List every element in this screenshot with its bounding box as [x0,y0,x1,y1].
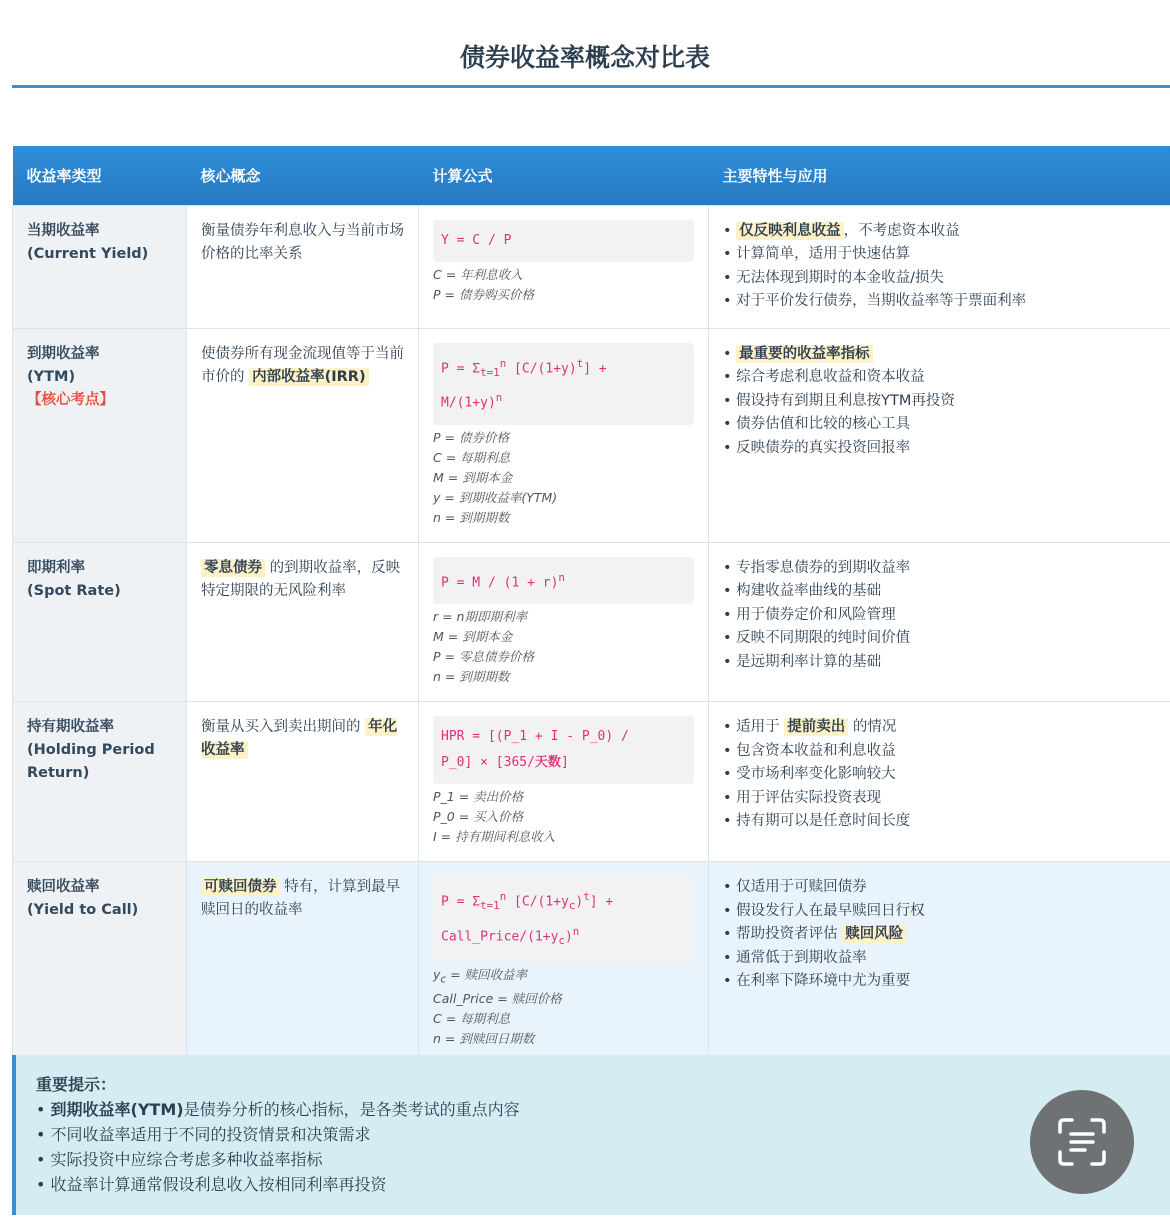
features-cell [709,205,1170,328]
type-name: 到期收益率 [27,345,100,362]
variable-def: C = 每期利息 [433,1011,511,1027]
type-name: 持有期收益率 [27,719,114,736]
feature-item: • 是远期利率计算的基础 [723,651,1156,675]
formula-box [433,557,694,604]
formula-box [433,716,694,784]
concept-cell [187,542,419,701]
formula-line: $P = M / (1 + r)^n$ [441,570,565,591]
table-row [13,328,1170,542]
features-cell [709,862,1170,1064]
type-english: Return) [27,765,90,782]
formula-line: Y = C / P [441,232,512,248]
feature-item: • 对于平价发行债券，当期收益率等于票面利率 [723,290,1156,314]
type-english: (Spot Rate) [27,582,121,599]
feature-item [723,716,1156,740]
concept-highlight: 年化收益率 [201,719,398,759]
feature-item: • 仅适用于可赎回债券 [723,876,1156,900]
header-concept: 核心概念 [187,146,419,205]
concept-cell [187,862,419,1064]
feature-item: • 在利率下降环境中尤为重要 [723,970,1156,994]
formula-cell [419,702,709,862]
header-features: 主要特性与应用 [709,146,1170,205]
feature-item [723,220,1156,244]
type-name: 即期利率 [27,559,85,576]
type-cell [13,205,187,328]
concept-cell [187,328,419,542]
concept-cell [187,702,419,862]
variable-def: Call_Price = 赎回价格 [433,991,562,1007]
text-scan-icon [1052,1112,1112,1172]
type-english: (Current Yield) [27,245,149,262]
table-header-row [13,146,1170,205]
concept-cell [187,205,419,328]
variable-def: n = 到赎回日期数 [433,1031,535,1047]
feature-item: • 计算简单，适用于快速估算 [723,243,1156,267]
formula-cell [419,862,709,1064]
variable-def: C = 每期利息 [433,449,511,465]
type-cell [13,542,187,701]
variable-def: P = 债券价格 [433,429,509,445]
variable-def: $y_c$ = 赎回收益率 [433,966,528,986]
feature-item: • 受市场利率变化影响较大 [723,763,1156,787]
feature-item: • 持有期可以是任意时间长度 [723,810,1156,834]
key-point-badge: 【核心考点】 [27,391,114,408]
title-divider [12,85,1170,88]
type-cell [13,862,187,1064]
formula-line: $P = \Sigma_{t=1}^n$ $[C/(1+y)^t]$ + [441,356,607,379]
feature-highlight: 赎回风险 [842,925,906,943]
yield-comparison-table [12,146,1170,1064]
features-cell [709,542,1170,701]
type-name: 赎回收益率 [27,879,100,896]
tip-item: • 不同收益率适用于不同的投资情景和决策需求 [36,1122,1150,1147]
feature-item: • 通常低于到期收益率 [723,947,1156,971]
feature-item: • 反映不同期限的纯时间价值 [723,627,1156,651]
feature-item: • 假设发行人在最早赎回日行权 [723,900,1156,924]
formula-cell [419,542,709,701]
feature-item: • 债券估值和比较的核心工具 [723,413,1156,437]
concept-text: 使债券所有现金流现值等于当前市价的 [201,345,404,385]
feature-highlight: 最重要的收益率指标 [736,345,873,363]
concept-text: 的到期收益率，反映特定期限的无风险利率 [201,559,401,599]
formula-line: $Call\_Price/(1+y_c)^n$ [441,925,580,947]
concept-highlight: 内部收益率(IRR) [249,368,368,386]
variable-def: M = 到期本金 [433,629,513,645]
feature-item: • 用于债券定价和风险管理 [723,604,1156,628]
formula-box [433,876,694,962]
table-row [13,542,1170,701]
tip-item: • 收益率计算通常假设利息收入按相同利率再投资 [36,1172,1150,1197]
formula-box [433,220,694,262]
variable-def: M = 到期本金 [433,469,513,485]
feature-item [723,923,1156,947]
formula-line: $P = \Sigma_{t=1}^n$ $[C/(1+y_c)^t]$ + [441,890,614,912]
feature-item: • 无法体现到期时的本金收益/损失 [723,267,1156,291]
concept-text: 衡量债券年利息收入与当前市场价格的比率关系 [201,222,404,262]
type-cell [13,702,187,862]
variable-def: r = n期即期利率 [433,609,527,625]
feature-item: • 反映债券的真实投资回报率 [723,437,1156,461]
feature-highlight: 提前卖出 [784,718,848,736]
feature-item: • 假设持有到期且利息按YTM再投资 [723,390,1156,414]
feature-item: • 综合考虑利息收益和资本收益 [723,366,1156,390]
important-tips-panel [12,1055,1170,1215]
feature-text: 帮助投资者评估 [736,926,843,943]
text-scan-button[interactable] [1030,1090,1134,1194]
formula-box [433,343,694,425]
type-name: 当期收益率 [27,222,100,239]
variable-def: I = 持有期间利息收入 [433,829,556,845]
tip-item [36,1097,1150,1122]
formula-line: HPR = [(P_1 + I - P_0) / [441,729,629,745]
tip-bold: 到期收益率(YTM) [50,1100,184,1119]
tips-heading: 重要提示： [36,1075,117,1094]
features-cell [709,328,1170,542]
feature-item: • 构建收益率曲线的基础 [723,580,1156,604]
feature-text: 的情况 [848,719,897,736]
feature-item: • 用于评估实际投资表现 [723,787,1156,811]
table-row [13,702,1170,862]
formula-line: $M/(1+y)^n$ [441,391,503,411]
page-title: 债券收益率概念对比表 [459,43,710,72]
formula-line: P_0] × [365/天数] [441,755,569,771]
tip-item: • 实际投资中应综合考虑多种收益率指标 [36,1147,1150,1172]
concept-text: 特有，计算到最早赎回日的收益率 [201,879,401,919]
variable-def: n = 到期期数 [433,509,510,525]
table-row [13,205,1170,328]
variable-def: C = 年利息收入 [433,266,523,282]
type-english: (Yield to Call) [27,902,139,919]
feature-item: • 包含资本收益和利息收益 [723,740,1156,764]
features-cell [709,702,1170,862]
feature-text: ，不考虑资本收益 [843,222,960,239]
variable-def: P = 债券购买价格 [433,286,534,302]
concept-highlight: 零息债券 [201,559,265,577]
feature-item [723,343,1156,367]
tip-text: 是债券分析的核心指标，是各类考试的重点内容 [183,1100,520,1119]
formula-cell [419,328,709,542]
variable-def: P_1 = 卖出价格 [433,789,524,805]
type-english: (YTM) [27,368,76,385]
type-english: (Holding Period [27,742,155,759]
feature-highlight: 仅反映利息收益 [736,222,844,240]
concept-highlight: 可赎回债券 [201,878,280,896]
header-type: 收益率类型 [13,146,187,205]
type-cell [13,328,187,542]
variable-def: n = 到期期数 [433,669,510,685]
concept-text: 衡量从买入到卖出期间的 [201,719,366,736]
table-row [13,862,1170,1064]
feature-text: 适用于 [736,719,785,736]
feature-item: • 专指零息债券的到期收益率 [723,557,1156,581]
variable-def: y = 到期收益率(YTM) [433,489,558,505]
variable-def: P_0 = 买入价格 [433,809,524,825]
variable-def: P = 零息债券价格 [433,649,534,665]
header-formula: 计算公式 [419,146,709,205]
formula-cell [419,205,709,328]
